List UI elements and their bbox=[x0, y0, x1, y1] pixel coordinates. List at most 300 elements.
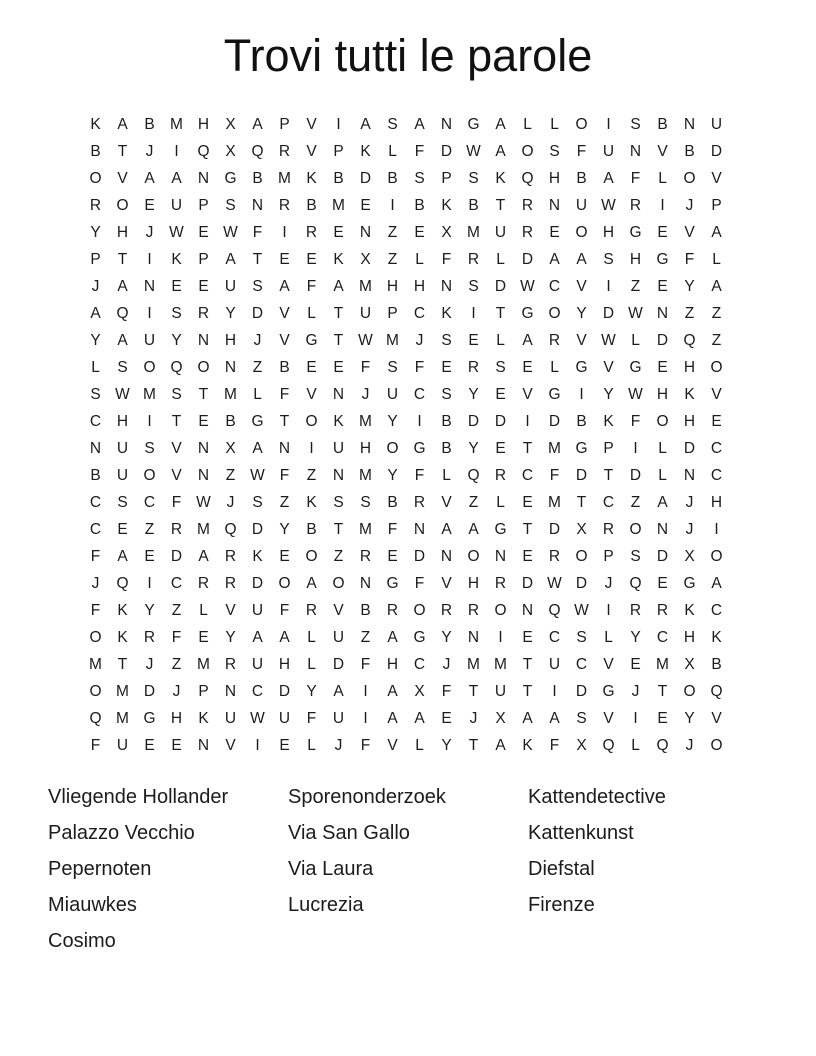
grid-letter: J bbox=[145, 223, 154, 241]
grid-letter: F bbox=[576, 142, 587, 160]
grid-letter: A bbox=[252, 115, 263, 133]
grid-letter: L bbox=[631, 736, 640, 754]
grid-letter: X bbox=[441, 223, 452, 241]
grid-letter: A bbox=[225, 250, 236, 268]
grid-letter: Y bbox=[684, 709, 695, 727]
grid-letter: P bbox=[198, 196, 209, 214]
grid-letter: S bbox=[225, 196, 236, 214]
grid-letter: W bbox=[250, 709, 265, 727]
grid-letter: C bbox=[251, 682, 264, 700]
grid-letter: R bbox=[359, 547, 372, 565]
grid-letter: U bbox=[332, 709, 345, 727]
grid-letter: S bbox=[630, 115, 641, 133]
grid-letter: I bbox=[363, 682, 368, 700]
grid-letter: H bbox=[197, 115, 210, 133]
grid-letter: S bbox=[333, 493, 344, 511]
grid-letter: P bbox=[198, 250, 209, 268]
grid-letter: T bbox=[333, 520, 344, 538]
grid-letter: B bbox=[252, 169, 263, 187]
grid-letter: A bbox=[387, 709, 398, 727]
grid-letter: I bbox=[336, 115, 341, 133]
grid-letter: R bbox=[467, 358, 480, 376]
grid-letter: E bbox=[144, 736, 155, 754]
grid-letter: I bbox=[147, 250, 152, 268]
grid-letter: G bbox=[305, 331, 318, 349]
grid-letter: N bbox=[197, 169, 210, 187]
grid-letter: G bbox=[143, 709, 156, 727]
grid-letter: L bbox=[550, 115, 559, 133]
grid-letter: Z bbox=[144, 520, 155, 538]
grid-letter: E bbox=[522, 547, 533, 565]
grid-letter: I bbox=[606, 277, 611, 295]
grid-letter: R bbox=[305, 223, 318, 241]
grid-letter: F bbox=[360, 736, 371, 754]
grid-letter: X bbox=[360, 250, 371, 268]
grid-letter: R bbox=[278, 196, 291, 214]
grid-letter: N bbox=[197, 736, 210, 754]
grid-letter: G bbox=[629, 358, 642, 376]
grid-letter: V bbox=[171, 439, 182, 457]
grid-letter: M bbox=[89, 655, 102, 673]
grid-letter: E bbox=[279, 250, 290, 268]
grid-letter: A bbox=[279, 277, 290, 295]
grid-letter: N bbox=[197, 331, 210, 349]
grid-letter: F bbox=[171, 628, 182, 646]
grid-letter: F bbox=[171, 493, 182, 511]
grid-letter: N bbox=[278, 439, 291, 457]
grid-letter: O bbox=[197, 358, 210, 376]
grid-letter: M bbox=[332, 196, 345, 214]
grid-letter: K bbox=[522, 736, 533, 754]
grid-letter: J bbox=[145, 142, 154, 160]
grid-letter: Q bbox=[629, 574, 642, 592]
grid-letter: M bbox=[548, 439, 561, 457]
grid-letter: M bbox=[143, 385, 156, 403]
grid-letter: B bbox=[225, 412, 236, 430]
grid-letter: O bbox=[305, 412, 318, 430]
grid-letter: L bbox=[658, 439, 667, 457]
grid-letter: A bbox=[117, 115, 128, 133]
grid-letter: J bbox=[91, 574, 100, 592]
grid-letter: C bbox=[710, 466, 723, 484]
word-search-grid bbox=[82, 111, 730, 759]
grid-letter: L bbox=[199, 601, 208, 619]
grid-letter: B bbox=[306, 520, 317, 538]
grid-letter: N bbox=[413, 520, 426, 538]
grid-letter: S bbox=[549, 142, 560, 160]
grid-letter: Q bbox=[224, 520, 237, 538]
grid-letter: U bbox=[251, 655, 264, 673]
grid-letter: E bbox=[441, 709, 452, 727]
grid-letter: Q bbox=[467, 466, 480, 484]
grid-letter: F bbox=[630, 412, 641, 430]
grid-letter: T bbox=[198, 385, 209, 403]
grid-letter: W bbox=[358, 331, 373, 349]
grid-letter: O bbox=[305, 547, 318, 565]
grid-letter: V bbox=[279, 304, 290, 322]
grid-letter: P bbox=[711, 196, 722, 214]
grid-letter: C bbox=[710, 601, 723, 619]
grid-letter: U bbox=[602, 142, 615, 160]
grid-letter: E bbox=[360, 196, 371, 214]
grid-letter: D bbox=[332, 655, 345, 673]
grid-letter: T bbox=[117, 250, 128, 268]
grid-letter: D bbox=[494, 277, 507, 295]
grid-letter: N bbox=[89, 439, 102, 457]
grid-letter: O bbox=[467, 547, 480, 565]
grid-letter: V bbox=[306, 385, 317, 403]
grid-letter: C bbox=[413, 655, 426, 673]
grid-letter: E bbox=[657, 358, 668, 376]
grid-letter: X bbox=[576, 520, 587, 538]
grid-letter: L bbox=[388, 142, 397, 160]
grid-letter: D bbox=[440, 142, 453, 160]
grid-letter: E bbox=[522, 358, 533, 376]
grid-letter: J bbox=[91, 277, 100, 295]
grid-letter: S bbox=[441, 331, 452, 349]
grid-letter: B bbox=[576, 169, 587, 187]
grid-letter: A bbox=[711, 277, 722, 295]
grid-letter: M bbox=[467, 223, 480, 241]
grid-letter: D bbox=[602, 304, 615, 322]
grid-letter: D bbox=[278, 682, 291, 700]
grid-letter: D bbox=[683, 439, 696, 457]
grid-letter: E bbox=[522, 628, 533, 646]
grid-letter: Q bbox=[116, 304, 129, 322]
word-list-item: Kattenkunst bbox=[528, 822, 634, 844]
grid-letter: A bbox=[441, 520, 452, 538]
grid-letter: D bbox=[413, 547, 426, 565]
grid-letter: E bbox=[198, 223, 209, 241]
grid-letter: V bbox=[711, 709, 722, 727]
grid-letter: C bbox=[548, 628, 561, 646]
grid-letter: B bbox=[333, 169, 344, 187]
grid-letter: O bbox=[89, 682, 102, 700]
grid-letter: T bbox=[657, 682, 668, 700]
grid-letter: U bbox=[116, 466, 129, 484]
grid-letter: X bbox=[684, 655, 695, 673]
grid-letter: D bbox=[575, 682, 588, 700]
grid-letter: S bbox=[252, 277, 263, 295]
word-list bbox=[48, 781, 788, 961]
grid-letter: M bbox=[494, 655, 507, 673]
grid-letter: H bbox=[224, 331, 237, 349]
grid-letter: K bbox=[306, 169, 317, 187]
grid-letter: D bbox=[170, 547, 183, 565]
grid-letter: A bbox=[360, 115, 371, 133]
grid-letter: W bbox=[628, 304, 643, 322]
grid-letter: A bbox=[522, 709, 533, 727]
grid-letter: O bbox=[143, 358, 156, 376]
grid-letter: U bbox=[494, 682, 507, 700]
grid-letter: I bbox=[606, 115, 611, 133]
grid-letter: N bbox=[251, 196, 264, 214]
grid-letter: S bbox=[468, 277, 479, 295]
grid-letter: M bbox=[467, 655, 480, 673]
grid-letter: P bbox=[333, 142, 344, 160]
grid-letter: C bbox=[89, 493, 102, 511]
grid-letter: V bbox=[225, 601, 236, 619]
grid-letter: Z bbox=[684, 304, 695, 322]
grid-letter: K bbox=[441, 304, 452, 322]
grid-letter: F bbox=[630, 169, 641, 187]
grid-letter: I bbox=[579, 385, 584, 403]
grid-letter: I bbox=[552, 682, 557, 700]
grid-letter: T bbox=[171, 412, 182, 430]
grid-letter: A bbox=[306, 574, 317, 592]
grid-letter: I bbox=[633, 709, 638, 727]
grid-letter: M bbox=[548, 493, 561, 511]
grid-letter: N bbox=[197, 439, 210, 457]
grid-letter: E bbox=[495, 385, 506, 403]
grid-letter: W bbox=[628, 385, 643, 403]
grid-letter: G bbox=[467, 115, 480, 133]
grid-letter: A bbox=[117, 547, 128, 565]
grid-letter: E bbox=[144, 196, 155, 214]
grid-letter: E bbox=[657, 277, 668, 295]
grid-letter: Y bbox=[684, 277, 695, 295]
grid-letter: E bbox=[117, 520, 128, 538]
grid-letter: E bbox=[279, 736, 290, 754]
grid-letter: F bbox=[90, 601, 101, 619]
grid-letter: Z bbox=[306, 466, 317, 484]
grid-letter: A bbox=[495, 142, 506, 160]
word-list-item: Firenze bbox=[528, 894, 595, 916]
grid-letter: G bbox=[575, 358, 588, 376]
grid-letter: Z bbox=[468, 493, 479, 511]
word-list-item: Via Laura bbox=[288, 858, 374, 880]
grid-letter: L bbox=[712, 250, 721, 268]
grid-letter: Z bbox=[711, 331, 722, 349]
grid-letter: V bbox=[657, 142, 668, 160]
grid-letter: Y bbox=[144, 601, 155, 619]
grid-letter: E bbox=[495, 439, 506, 457]
grid-letter: I bbox=[282, 223, 287, 241]
grid-letter: W bbox=[466, 142, 481, 160]
grid-letter: Y bbox=[576, 304, 587, 322]
grid-letter: J bbox=[685, 520, 694, 538]
grid-letter: R bbox=[278, 142, 291, 160]
grid-letter: I bbox=[417, 412, 422, 430]
grid-letter: J bbox=[442, 655, 451, 673]
grid-letter: J bbox=[415, 331, 424, 349]
word-list-item: Cosimo bbox=[48, 930, 116, 952]
grid-letter: B bbox=[360, 601, 371, 619]
grid-letter: U bbox=[143, 331, 156, 349]
grid-letter: P bbox=[603, 439, 614, 457]
grid-letter: Y bbox=[225, 304, 236, 322]
grid-letter: V bbox=[171, 466, 182, 484]
grid-letter: Z bbox=[360, 628, 371, 646]
grid-letter: V bbox=[603, 655, 614, 673]
grid-letter: R bbox=[386, 601, 399, 619]
grid-letter: F bbox=[279, 466, 290, 484]
grid-letter: B bbox=[684, 142, 695, 160]
grid-letter: L bbox=[550, 358, 559, 376]
grid-letter: F bbox=[90, 547, 101, 565]
grid-letter: P bbox=[279, 115, 290, 133]
grid-letter: L bbox=[307, 304, 316, 322]
grid-letter: B bbox=[279, 358, 290, 376]
grid-letter: U bbox=[575, 196, 588, 214]
grid-letter: A bbox=[414, 115, 425, 133]
grid-letter: M bbox=[224, 385, 237, 403]
grid-letter: E bbox=[306, 358, 317, 376]
grid-letter: L bbox=[523, 115, 532, 133]
grid-letter: H bbox=[710, 493, 723, 511]
grid-letter: W bbox=[601, 331, 616, 349]
grid-letter: P bbox=[603, 547, 614, 565]
grid-letter: B bbox=[441, 439, 452, 457]
grid-letter: G bbox=[602, 682, 615, 700]
grid-letter: S bbox=[576, 628, 587, 646]
word-list-item: Pepernoten bbox=[48, 858, 152, 880]
grid-letter: R bbox=[170, 520, 183, 538]
grid-letter: N bbox=[494, 547, 507, 565]
grid-letter: D bbox=[467, 412, 480, 430]
grid-letter: A bbox=[333, 277, 344, 295]
grid-letter: T bbox=[495, 304, 506, 322]
grid-letter: S bbox=[117, 493, 128, 511]
grid-letter: E bbox=[549, 223, 560, 241]
grid-letter: A bbox=[549, 250, 560, 268]
grid-letter: L bbox=[307, 655, 316, 673]
grid-letter: N bbox=[332, 385, 345, 403]
grid-letter: X bbox=[225, 439, 236, 457]
grid-letter: L bbox=[253, 385, 262, 403]
grid-letter: M bbox=[116, 709, 129, 727]
grid-letter: F bbox=[441, 250, 452, 268]
grid-letter: J bbox=[334, 736, 343, 754]
grid-letter: S bbox=[387, 115, 398, 133]
grid-letter: R bbox=[521, 223, 534, 241]
grid-letter: K bbox=[198, 709, 209, 727]
grid-letter: G bbox=[629, 223, 642, 241]
grid-letter: F bbox=[306, 277, 317, 295]
grid-letter: F bbox=[387, 520, 398, 538]
grid-letter: O bbox=[710, 736, 723, 754]
grid-letter: G bbox=[413, 628, 426, 646]
grid-letter: X bbox=[225, 115, 236, 133]
grid-letter: F bbox=[306, 709, 317, 727]
grid-letter: N bbox=[467, 628, 480, 646]
grid-letter: J bbox=[253, 331, 262, 349]
grid-letter: S bbox=[387, 358, 398, 376]
grid-letter: T bbox=[468, 682, 479, 700]
grid-letter: C bbox=[89, 520, 102, 538]
grid-letter: U bbox=[251, 601, 264, 619]
grid-letter: N bbox=[224, 358, 237, 376]
grid-letter: K bbox=[252, 547, 263, 565]
grid-letter: Y bbox=[630, 628, 641, 646]
grid-letter: Y bbox=[306, 682, 317, 700]
grid-letter: L bbox=[604, 628, 613, 646]
grid-letter: H bbox=[116, 412, 129, 430]
grid-letter: N bbox=[656, 520, 669, 538]
word-list-item: Diefstal bbox=[528, 858, 595, 880]
grid-letter: F bbox=[414, 466, 425, 484]
grid-letter: W bbox=[547, 574, 562, 592]
grid-letter: F bbox=[549, 736, 560, 754]
grid-letter: U bbox=[116, 736, 129, 754]
grid-letter: F bbox=[279, 601, 290, 619]
grid-letter: V bbox=[279, 331, 290, 349]
grid-letter: I bbox=[498, 628, 503, 646]
grid-letter: I bbox=[363, 709, 368, 727]
grid-letter: K bbox=[333, 412, 344, 430]
grid-letter: R bbox=[629, 601, 642, 619]
grid-letter: F bbox=[414, 574, 425, 592]
grid-letter: T bbox=[522, 655, 533, 673]
grid-letter: S bbox=[441, 385, 452, 403]
grid-letter: A bbox=[711, 223, 722, 241]
grid-letter: O bbox=[521, 142, 534, 160]
grid-letter: T bbox=[333, 304, 344, 322]
grid-letter: R bbox=[413, 493, 426, 511]
grid-letter: V bbox=[684, 223, 695, 241]
grid-letter: B bbox=[387, 169, 398, 187]
grid-letter: X bbox=[576, 736, 587, 754]
grid-letter: T bbox=[522, 520, 533, 538]
grid-letter: G bbox=[548, 385, 561, 403]
grid-letter: A bbox=[468, 520, 479, 538]
grid-letter: K bbox=[333, 250, 344, 268]
grid-letter: T bbox=[279, 412, 290, 430]
grid-letter: K bbox=[495, 169, 506, 187]
grid-letter: T bbox=[117, 655, 128, 673]
grid-letter: Q bbox=[683, 331, 696, 349]
grid-letter: M bbox=[197, 655, 210, 673]
grid-letter: Y bbox=[225, 628, 236, 646]
grid-letter: R bbox=[143, 628, 156, 646]
grid-letter: D bbox=[575, 574, 588, 592]
grid-letter: P bbox=[90, 250, 101, 268]
grid-letter: D bbox=[656, 331, 669, 349]
grid-letter: Q bbox=[251, 142, 264, 160]
word-list-item: Miauwkes bbox=[48, 894, 137, 916]
grid-letter: S bbox=[171, 304, 182, 322]
grid-letter: L bbox=[307, 628, 316, 646]
grid-letter: D bbox=[548, 520, 561, 538]
grid-letter: H bbox=[386, 655, 399, 673]
word-list-column bbox=[48, 781, 288, 961]
grid-letter: G bbox=[494, 520, 507, 538]
grid-letter: Y bbox=[387, 466, 398, 484]
grid-letter: D bbox=[575, 466, 588, 484]
grid-letter: B bbox=[306, 196, 317, 214]
grid-letter: T bbox=[468, 736, 479, 754]
grid-letter: U bbox=[548, 655, 561, 673]
grid-letter: J bbox=[685, 196, 694, 214]
grid-letter: M bbox=[359, 520, 372, 538]
grid-letter: A bbox=[711, 574, 722, 592]
grid-letter: J bbox=[361, 385, 370, 403]
grid-letter: Y bbox=[90, 223, 101, 241]
grid-letter: G bbox=[386, 574, 399, 592]
grid-letter: E bbox=[630, 655, 641, 673]
grid-letter: H bbox=[116, 223, 129, 241]
grid-letter: U bbox=[224, 709, 237, 727]
grid-letter: S bbox=[468, 169, 479, 187]
grid-letter: L bbox=[442, 466, 451, 484]
grid-letter: E bbox=[144, 547, 155, 565]
grid-letter: N bbox=[521, 601, 534, 619]
grid-letter: V bbox=[711, 169, 722, 187]
grid-letter: Z bbox=[279, 493, 290, 511]
grid-letter: G bbox=[224, 169, 237, 187]
grid-letter: Z bbox=[171, 601, 182, 619]
grid-letter: Z bbox=[225, 466, 236, 484]
